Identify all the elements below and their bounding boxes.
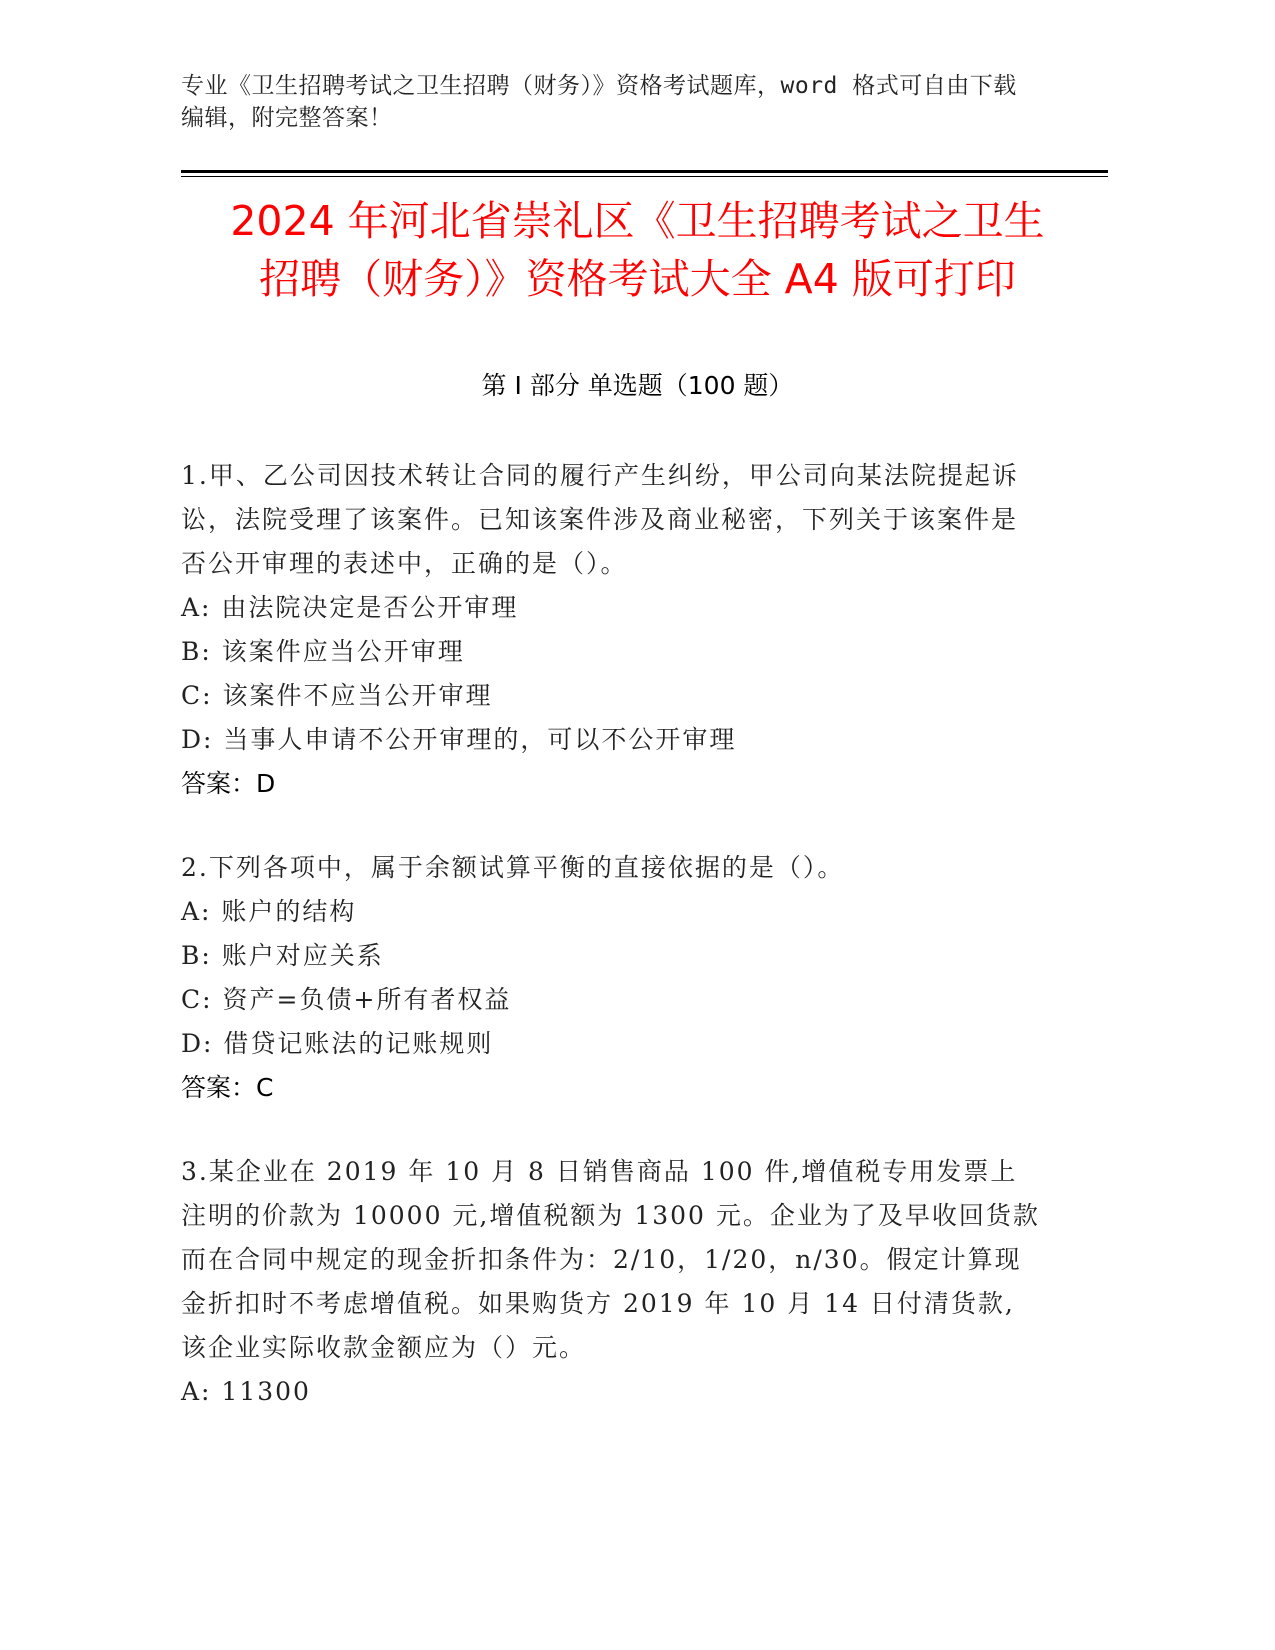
title-line-1: 2024 年河北省崇礼区《卫生招聘考试之卫生 bbox=[230, 197, 1045, 245]
option-a: A: 11300 bbox=[181, 1377, 311, 1406]
question-block bbox=[181, 846, 1041, 1110]
option-a: A: 账户的结构 bbox=[181, 897, 357, 926]
section-heading: 第 I 部分 单选题（100 题） bbox=[481, 371, 794, 400]
option-c: C: 资产=负债+所有者权益 bbox=[181, 985, 512, 1014]
question-block bbox=[181, 1150, 1041, 1414]
question-stem: 1.甲、乙公司因技术转让合同的履行产生纠纷，甲公司向某法院提起诉讼，法院受理了该案件。已知该案件涉及商业秘密，下列关于该案件是否公开审理的表述中，正确的是（）。 bbox=[181, 461, 1019, 578]
title-line-2: 招聘（财务）》资格考试大全 A4 版可打印 bbox=[259, 255, 1016, 303]
header-line-1: 专业《卫生招聘考试之卫生招聘（财务）》资格考试题库，word 格式可自由下载 bbox=[181, 73, 1017, 99]
header-divider-thin bbox=[181, 176, 1108, 177]
header-line-2: 编辑，附完整答案！ bbox=[181, 105, 393, 131]
option-b: B: 该案件应当公开审理 bbox=[181, 637, 465, 666]
option-d: D: 当事人申请不公开审理的，可以不公开审理 bbox=[181, 725, 737, 754]
header-divider-thick bbox=[181, 170, 1108, 173]
answer: 答案：D bbox=[181, 769, 276, 798]
option-d: D: 借贷记账法的记账规则 bbox=[181, 1029, 494, 1058]
option-c: C: 该案件不应当公开审理 bbox=[181, 681, 493, 710]
question-stem: 2.下列各项中，属于余额试算平衡的直接依据的是（）。 bbox=[181, 853, 845, 882]
answer: 答案：C bbox=[181, 1073, 274, 1102]
document-title bbox=[140, 192, 1135, 308]
option-b: B: 账户对应关系 bbox=[181, 941, 384, 970]
question-block bbox=[181, 454, 1041, 806]
option-a: A: 由法院决定是否公开审理 bbox=[181, 593, 519, 622]
question-stem: 3.某企业在 2019 年 10 月 8 日销售商品 100 件,增值税专用发票上注明的价款为 10000 元,增值税额为 1300 元。企业为了及早收回货款而在合同中规定的现金折扣条件为：2/10，1/20，n/30。假定计算现金折扣时不考虑增值税。如果购货方 2019 年 10 月 14 日付清货款,该企业实际收款金额应为（）元。 bbox=[181, 1157, 1040, 1362]
page-header bbox=[181, 70, 1081, 134]
